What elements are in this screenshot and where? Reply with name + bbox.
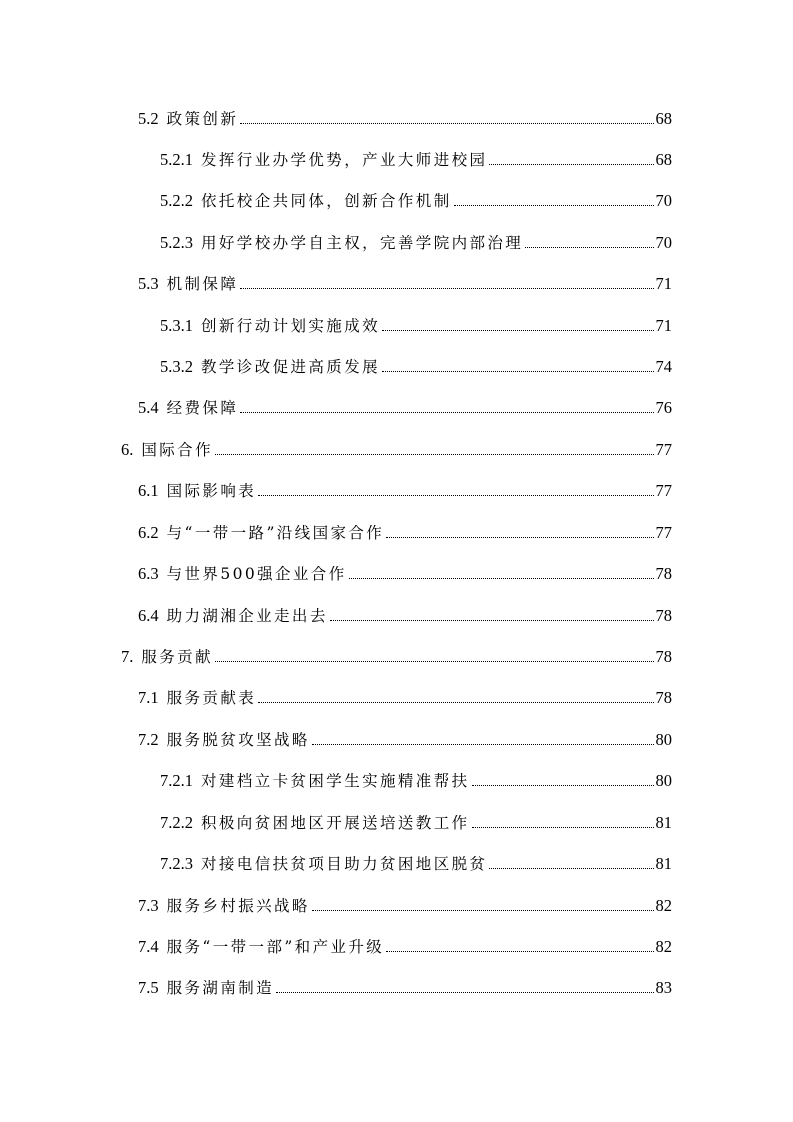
toc-entry-title: 发挥行业办学优势，产业大师进校园 xyxy=(201,151,488,169)
toc-entry-number: 6.1 xyxy=(138,481,159,500)
dot-leader xyxy=(215,661,654,662)
toc-entry-5-3-1[interactable] xyxy=(160,315,672,337)
toc-entry-title: 用好学校办学自主权，完善学院内部治理 xyxy=(201,234,524,252)
toc-entry-title: 服务湖南制造 xyxy=(166,979,275,997)
toc-entry-7[interactable] xyxy=(121,646,672,668)
toc-entry-page: 78 xyxy=(655,564,672,583)
toc-entry-title: 依托校企共同体，创新合作机制 xyxy=(201,192,452,210)
toc-entry-page: 80 xyxy=(655,771,672,790)
toc-entry-number: 6.4 xyxy=(138,606,159,625)
toc-entry-number: 6. xyxy=(121,440,134,459)
dot-leader xyxy=(240,123,653,124)
dot-leader xyxy=(276,992,653,993)
toc-entry-page: 77 xyxy=(655,523,672,542)
toc-entry-title: 服务“一带一部”和产业升级 xyxy=(166,938,385,956)
toc-entry-number: 5.2.2 xyxy=(160,191,193,210)
toc-entry-number: 6.2 xyxy=(138,523,159,542)
toc-entry-6[interactable] xyxy=(121,439,672,461)
dot-leader xyxy=(349,578,654,579)
dot-leader xyxy=(525,247,653,248)
dot-leader xyxy=(489,164,653,165)
dot-leader xyxy=(312,910,654,911)
toc-entry-number: 5.4 xyxy=(138,398,159,417)
toc-entry-page: 77 xyxy=(655,440,672,459)
toc-entry-number: 7.2.1 xyxy=(160,771,193,790)
toc-entry-number: 5.2 xyxy=(138,109,159,128)
toc-entry-6-1[interactable] xyxy=(138,480,672,502)
toc-entry-number: 7.2.2 xyxy=(160,813,193,832)
dot-leader xyxy=(312,744,654,745)
toc-entry-title: 服务乡村振兴战略 xyxy=(166,897,310,915)
toc-entry-page: 70 xyxy=(655,191,672,210)
toc-entry-7-2-2[interactable] xyxy=(160,812,672,834)
dot-leader xyxy=(215,454,654,455)
toc-entry-7-5[interactable] xyxy=(138,977,672,999)
toc-entry-page: 70 xyxy=(655,233,672,252)
toc-entry-number: 5.3.2 xyxy=(160,357,193,376)
toc-entry-5-3-2[interactable] xyxy=(160,356,672,378)
dot-leader xyxy=(472,827,654,828)
dot-leader xyxy=(330,620,654,621)
toc-entry-5-3[interactable] xyxy=(138,273,672,295)
toc-entry-page: 68 xyxy=(655,150,672,169)
toc-entry-title: 与“一带一路”沿线国家合作 xyxy=(166,524,385,542)
dot-leader xyxy=(489,868,653,869)
toc-entry-title: 政策创新 xyxy=(166,110,239,128)
toc-entry-7-1[interactable] xyxy=(138,687,672,709)
toc-entry-title: 经费保障 xyxy=(166,399,239,417)
toc-entry-6-2[interactable] xyxy=(138,522,672,544)
toc-entry-page: 78 xyxy=(655,688,672,707)
toc-entry-number: 7.2.3 xyxy=(160,854,193,873)
toc-entry-6-4[interactable] xyxy=(138,605,672,627)
toc-entry-page: 78 xyxy=(655,647,672,666)
toc-entry-page: 82 xyxy=(655,896,672,915)
toc-entry-title: 助力湖湘企业走出去 xyxy=(166,607,328,625)
toc-entry-page: 80 xyxy=(655,730,672,749)
toc-entry-page: 68 xyxy=(655,109,672,128)
toc-entry-number: 5.3 xyxy=(138,274,159,293)
toc-entry-page: 81 xyxy=(655,854,672,873)
toc-entry-number: 7.5 xyxy=(138,978,159,997)
toc-entry-5-2[interactable] xyxy=(138,108,672,130)
toc-entry-title: 与世界500强企业合作 xyxy=(166,565,347,583)
toc-entry-number: 5.3.1 xyxy=(160,316,193,335)
toc-entry-7-2-1[interactable] xyxy=(160,770,672,792)
toc-entry-title: 服务贡献 xyxy=(141,648,213,666)
toc-entry-page: 77 xyxy=(655,481,672,500)
toc-entry-7-2[interactable] xyxy=(138,729,672,751)
dot-leader xyxy=(386,951,653,952)
dot-leader xyxy=(240,288,653,289)
dot-leader xyxy=(386,537,653,538)
toc-entry-title: 教学诊改促进高质发展 xyxy=(201,358,381,376)
toc-entry-number: 7.3 xyxy=(138,896,159,915)
toc-entry-title: 对接电信扶贫项目助力贫困地区脱贫 xyxy=(201,855,488,873)
toc-entry-title: 国际影响表 xyxy=(166,482,257,500)
toc-entry-page: 76 xyxy=(655,398,672,417)
toc-entry-title: 国际合作 xyxy=(141,441,213,459)
toc-entry-page: 71 xyxy=(655,274,672,293)
toc-entry-number: 5.2.1 xyxy=(160,150,193,169)
toc-entry-page: 78 xyxy=(655,606,672,625)
toc-entry-page: 83 xyxy=(655,978,672,997)
toc-entry-title: 服务脱贫攻坚战略 xyxy=(166,731,310,749)
toc-entry-number: 7.4 xyxy=(138,937,159,956)
toc-entry-page: 82 xyxy=(655,937,672,956)
toc-entry-title: 机制保障 xyxy=(166,275,239,293)
toc-entry-number: 5.2.3 xyxy=(160,233,193,252)
dot-leader xyxy=(472,785,654,786)
toc-entry-7-2-3[interactable] xyxy=(160,853,672,875)
toc-entry-number: 6.3 xyxy=(138,564,159,583)
toc-entry-number: 7.2 xyxy=(138,730,159,749)
toc-entry-number: 7.1 xyxy=(138,688,159,707)
toc-entry-number: 7. xyxy=(121,647,134,666)
toc-entry-title: 创新行动计划实施成效 xyxy=(201,317,381,335)
dot-leader xyxy=(454,205,654,206)
toc-entry-6-3[interactable] xyxy=(138,563,672,585)
toc-entry-title: 对建档立卡贫困学生实施精准帮扶 xyxy=(201,772,470,790)
dot-leader xyxy=(258,702,653,703)
toc-entry-7-3[interactable] xyxy=(138,895,672,917)
toc-entry-5-2-3[interactable] xyxy=(160,232,672,254)
dot-leader xyxy=(258,495,653,496)
toc-entry-page: 71 xyxy=(655,316,672,335)
toc-entry-5-2-1[interactable] xyxy=(160,149,672,171)
toc-entry-7-4[interactable] xyxy=(138,936,672,958)
dot-leader xyxy=(240,412,653,413)
toc-entry-page: 74 xyxy=(655,357,672,376)
toc-entry-title: 积极向贫困地区开展送培送教工作 xyxy=(201,814,470,832)
toc-entry-5-2-2[interactable] xyxy=(160,190,672,212)
dot-leader xyxy=(382,330,653,331)
toc-entry-5-4[interactable] xyxy=(138,397,672,419)
dot-leader xyxy=(382,371,653,372)
toc-entry-page: 81 xyxy=(655,813,672,832)
toc-entry-title: 服务贡献表 xyxy=(166,689,257,707)
